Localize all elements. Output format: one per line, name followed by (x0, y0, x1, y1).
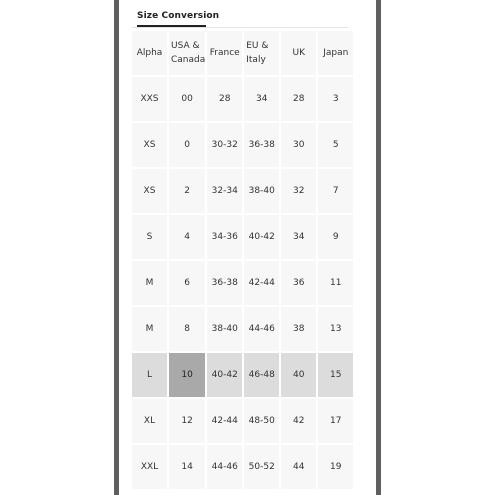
table-cell[interactable]: XS (132, 123, 167, 167)
table-cell[interactable]: 8 (169, 307, 205, 351)
table-row (132, 169, 353, 213)
frame-border-left (114, 0, 119, 495)
table-cell[interactable]: 40-42 (207, 353, 242, 397)
column-header-usa-canada: USA & Canada (169, 31, 205, 75)
table-row (132, 399, 353, 443)
table-cell[interactable]: 36 (281, 261, 316, 305)
table-cell[interactable]: 5 (318, 123, 353, 167)
table-cell[interactable]: 6 (169, 261, 205, 305)
table-cell[interactable]: 40 (281, 353, 316, 397)
table-row (132, 123, 353, 167)
table-cell[interactable]: 36-38 (244, 123, 279, 167)
table-cell[interactable]: M (132, 307, 167, 351)
table-cell[interactable]: XL (132, 399, 167, 443)
table-row (132, 261, 353, 305)
table-cell[interactable]: 32-34 (207, 169, 242, 213)
table-cell[interactable]: 36-38 (207, 261, 242, 305)
table-cell[interactable]: 34 (244, 77, 279, 121)
table-cell[interactable]: 32 (281, 169, 316, 213)
size-conversion-table (130, 29, 355, 491)
frame-border-right (376, 0, 381, 495)
table-cell[interactable]: L (132, 353, 167, 397)
table-cell[interactable]: 0 (169, 123, 205, 167)
table-cell[interactable]: 28 (281, 77, 316, 121)
table-cell[interactable]: 2 (169, 169, 205, 213)
table-cell[interactable]: 19 (318, 445, 353, 489)
tab-divider (132, 27, 348, 28)
table-cell[interactable]: 38-40 (207, 307, 242, 351)
table-cell[interactable]: 46-48 (244, 353, 279, 397)
table-row (132, 307, 353, 351)
table-cell[interactable]: XXL (132, 445, 167, 489)
column-header-alpha: Alpha (132, 31, 167, 75)
table-cell[interactable]: 28 (207, 77, 242, 121)
table-cell[interactable]: XS (132, 169, 167, 213)
table-cell[interactable]: 42-44 (207, 399, 242, 443)
table-cell[interactable]: 15 (318, 353, 353, 397)
table-cell[interactable]: 44-46 (207, 445, 242, 489)
table-cell[interactable]: 44 (281, 445, 316, 489)
table-cell[interactable]: 11 (318, 261, 353, 305)
table-cell[interactable]: 7 (318, 169, 353, 213)
table-row-highlighted (132, 353, 353, 397)
table-cell[interactable]: 34 (281, 215, 316, 259)
table-cell[interactable]: 38 (281, 307, 316, 351)
table-header-row (132, 31, 353, 75)
table-cell[interactable]: 13 (318, 307, 353, 351)
table-cell[interactable]: 42 (281, 399, 316, 443)
table-row (132, 77, 353, 121)
table-cell[interactable]: 00 (169, 77, 205, 121)
column-header-eu-italy: EU & Italy (244, 31, 279, 75)
table-cell[interactable]: S (132, 215, 167, 259)
table-cell[interactable]: 3 (318, 77, 353, 121)
table-cell[interactable]: 17 (318, 399, 353, 443)
table-cell[interactable]: 40-42 (244, 215, 279, 259)
table-cell[interactable]: 30-32 (207, 123, 242, 167)
table-cell[interactable]: 44-46 (244, 307, 279, 351)
table-row (132, 215, 353, 259)
table-cell[interactable]: 38-40 (244, 169, 279, 213)
tab-size-conversion[interactable]: Size Conversion (137, 11, 220, 21)
table-cell[interactable]: 48-50 (244, 399, 279, 443)
table-row (132, 445, 353, 489)
table-cell[interactable]: 50-52 (244, 445, 279, 489)
table-cell[interactable]: XXS (132, 77, 167, 121)
table-cell[interactable]: M (132, 261, 167, 305)
column-header-france: France (207, 31, 242, 75)
table-cell[interactable]: 34-36 (207, 215, 242, 259)
table-cell[interactable]: 4 (169, 215, 205, 259)
column-header-japan: Japan (318, 31, 353, 75)
column-header-uk: UK (281, 31, 316, 75)
table-cell-selected[interactable]: 10 (169, 353, 205, 397)
table-cell[interactable]: 12 (169, 399, 205, 443)
table-cell[interactable]: 14 (169, 445, 205, 489)
table-cell[interactable]: 30 (281, 123, 316, 167)
table-cell[interactable]: 42-44 (244, 261, 279, 305)
table-cell[interactable]: 9 (318, 215, 353, 259)
